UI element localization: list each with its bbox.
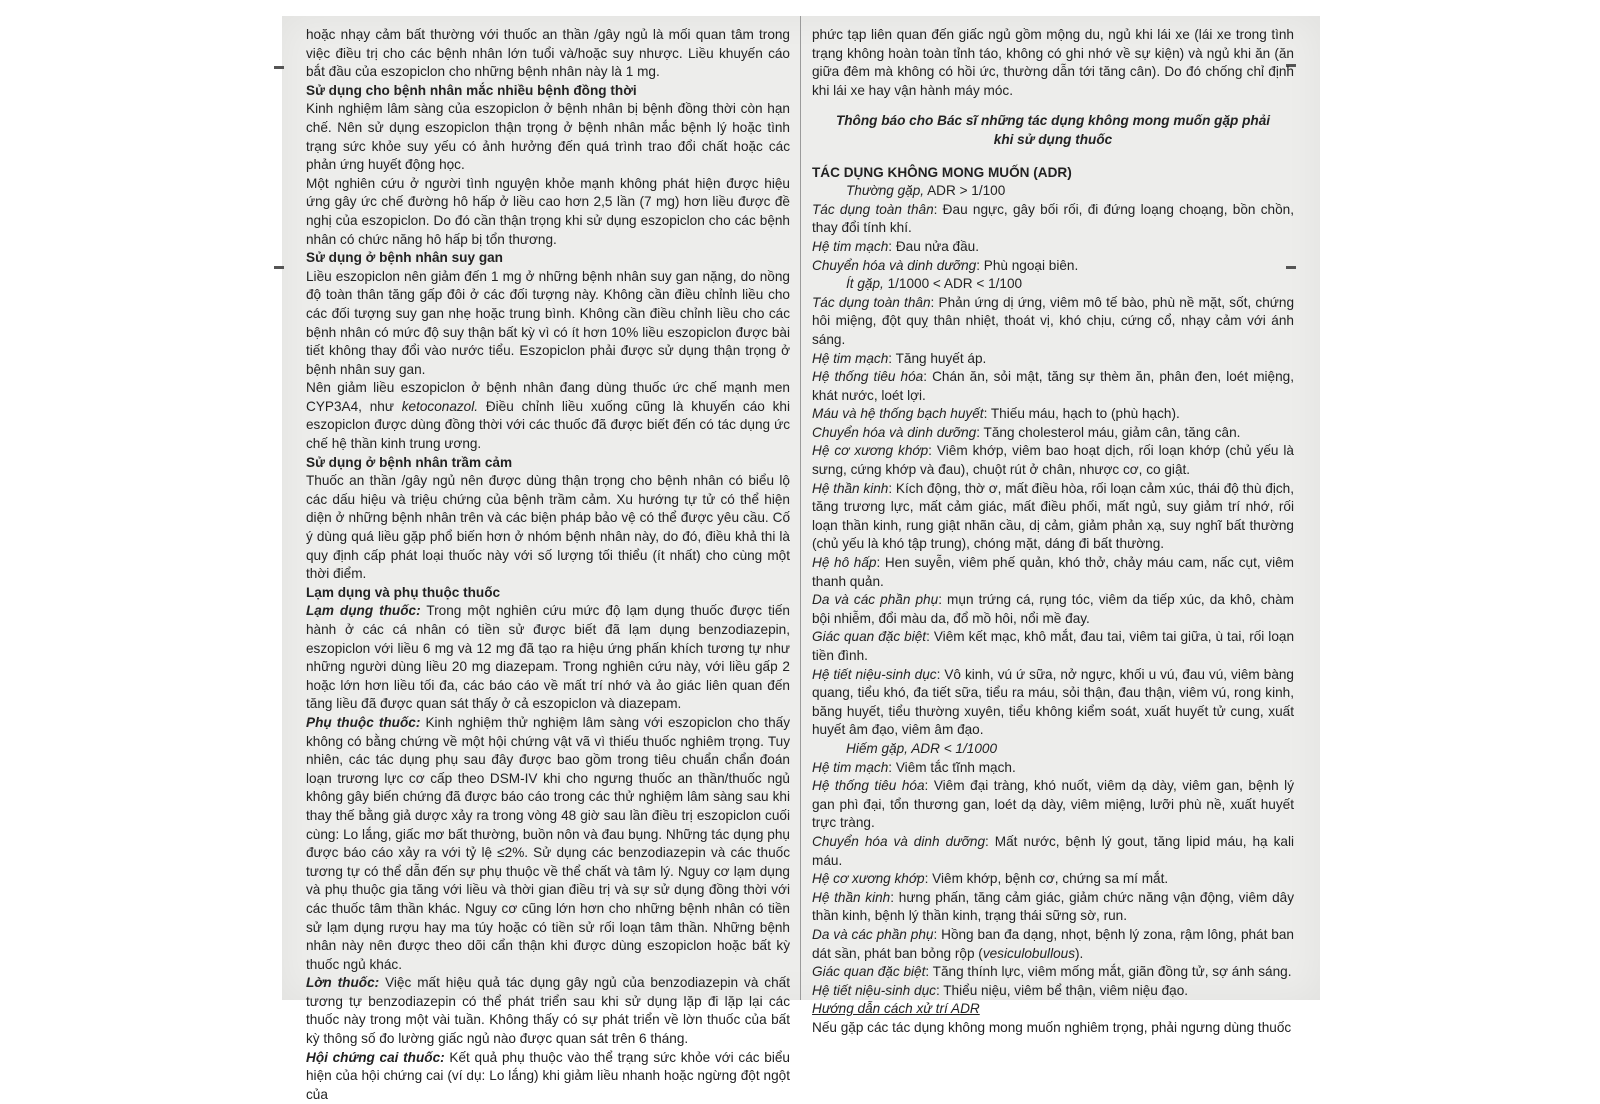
frequency-label [812, 275, 1294, 294]
text: : Hồng ban đa dạng, nhọt, bệnh lý zona, rậm lông, phát ban dát sần, phát ban bỏng rộp ( [812, 926, 1294, 961]
text: : hưng phấn, tăng cảm giác, giảm chức năng vận động, viêm dây thần kinh, bệnh lý thần kinh, trạng thái sững sờ, run. [812, 889, 1295, 924]
term: vesiculobullous [982, 945, 1076, 961]
text: Việc mất hiệu quả tác dụng gây ngủ của benzodiazepin và chất tương tự benzodiazepin có thể phát triển sau khi sử dụng lặp đi lặp lại các thuốc này trong một vài tuần. Không thấy có sự phát triển về lờn thuốc của bất kỳ thông số đo lường giấc ngủ nào được quan sát trên 6 tháng. [306, 975, 790, 1047]
system-name: Hệ cơ xương khớp [812, 871, 925, 887]
text: : Tăng cholesterol máu, giảm cân, tăng cân. [976, 424, 1241, 440]
text: Kết quả phụ thuộc vào thể trạng sức khỏe với các biểu hiện của hội chứng cai (ví dụ: Lo lắng) khi giảm liều nhanh hoặc ngừng đột ngột của [306, 1049, 790, 1102]
system-name: Hệ thần kinh [812, 480, 889, 496]
system-name: Hệ cơ xương khớp [812, 443, 929, 459]
adr-item [812, 442, 1294, 479]
text: : Tăng huyết áp. [888, 350, 987, 366]
system-name: Hệ tiết niệu-sinh dục [812, 982, 936, 998]
paragraph: phức tạp liên quan đến giấc ngủ gồm mộng du, ngủ khi lái xe (lái xe trong tình trạng không hoàn toàn tỉnh táo, không có ghi nhớ về sự kiện) và ngủ khi ăn (ăn giữa đêm mà không có hồi ức, thường dẫn tới tăng cân). Do đó chống chỉ định khi lái xe hay vận hành máy móc. [812, 27, 1294, 98]
section-heading: Lạm dụng và phụ thuộc thuốc [306, 584, 501, 600]
notice-line: Thông báo cho Bác sĩ những tác dụng không mong muốn gặp phải [835, 113, 1271, 129]
drug-name: ketoconazol. [401, 398, 479, 414]
paragraph [306, 602, 790, 714]
text: Trong một nghiên cứu mức độ lạm dụng thuốc được tiến hành ở các cá nhân có tiền sử được biết đã lạm dụng benzodiazepin, eszopiclon với liều 6 mg và 12 mg đã tạo ra hiệu ứng phấn khích tương tự như những người dùng liều 20 mg diazepam. Trong nghiên cứu này, với liều gấp 2 hoặc lớn hơn liều tối đa, các báo cáo về mất trí nhớ và ảo giác liên quan đến tăng liều đã được quan sát thấy ở cả eszopiclon và diazepam. [306, 603, 790, 712]
text: : Thiếu máu, hạch to (phù hạch). [983, 406, 1180, 422]
adr-heading: TÁC DỤNG KHÔNG MONG MUỐN (ADR) [812, 164, 1072, 180]
frequency-label: Hiếm gặp, ADR < 1/1000 [846, 740, 997, 756]
adr-item [812, 591, 1294, 628]
system-name: Hệ tiết niệu-sinh dục [812, 666, 937, 682]
column-divider [800, 16, 801, 1000]
text: : Viêm tắc tĩnh mạch. [888, 759, 1016, 775]
notice [812, 112, 1294, 149]
system-name: Da và các phần phụ [812, 592, 939, 608]
section-heading: Sử dụng ở bệnh nhân suy gan [306, 250, 503, 266]
paragraph-lead: Lạm dụng thuốc: [306, 603, 421, 619]
frequency-range: ADR > 1/100 [924, 183, 1006, 199]
adr-item [812, 201, 1294, 238]
system-name: Hệ tim mạch [812, 350, 889, 366]
paragraph: Kinh nghiệm lâm sàng của eszopiclon ở bệnh nhân bị bệnh đồng thời còn hạn chế. Nên sử dụng eszopiclon thận trọng ở bệnh nhân mắc bệnh lý hoặc tình trạng sức khỏe suy yếu có ảnh hưởng đến quá trình trao đổi chất hoặc các phản ứng huyết động học. [306, 101, 790, 173]
document-page [282, 16, 1320, 1102]
adr-item [812, 889, 1294, 926]
adr-item [812, 480, 1294, 554]
text: Nên giảm liều eszopiclon ở bệnh nhân đang dùng thuốc ức chế mạnh men CYP3A4, như [306, 380, 790, 414]
adr-item [812, 759, 1294, 778]
paragraph-lead: Phụ thuộc thuốc: [306, 714, 421, 730]
text: : Chán ăn, sỏi mật, tăng sự thèm ăn, phân đen, loét miệng, khát nước, loét lợi. [812, 369, 1294, 403]
paragraph-lead: Hội chứng cai thuốc: [306, 1049, 445, 1065]
adr-item [812, 294, 1294, 350]
text: : Hen suyễn, viêm phế quản, khó thở, chảy máu cam, nấc cụt, viêm thanh quản. [812, 555, 1294, 589]
frequency-name: Thường gặp, [846, 183, 925, 199]
adr-item [812, 628, 1294, 665]
frequency-name: Ít gặp, [846, 276, 884, 292]
system-name: Hệ tim mạch [812, 238, 889, 254]
paragraph [306, 1049, 790, 1104]
system-name: Máu và hệ thống bạch huyết [812, 406, 984, 422]
adr-item [812, 257, 1294, 276]
text: : Đau nửa đầu. [888, 238, 980, 254]
text: : Phản ứng dị ứng, viêm mô tế bào, phù nề mặt, sốt, chứng hôi miệng, đột quỵ thân nhiệt, thoát vị, khó chịu, cứng cổ, nhạy cảm với ánh sáng. [812, 294, 1294, 347]
text: : Thiểu niệu, viêm bể thận, viêm niệu đạo. [935, 982, 1189, 998]
adr-item [812, 238, 1294, 257]
text: : Vô kinh, vú ứ sữa, nở ngực, khối u vú, đau vú, viêm bàng quang, tiểu khó, đa tiết sữa, tiểu ra máu, sỏi thận, đau thận, viêm vú, rong kinh, băng huyết, tiểu thường xuyên, tiểu không kiểm soát, xuất huyết tử cung, xuất huyết âm đạo, viêm âm đạo. [812, 666, 1294, 738]
paragraph: Liều eszopiclon nên giảm đến 1 mg ở những bệnh nhân suy gan nặng, do nồng độ toàn thân tăng gấp đôi ở các đối tượng này. Không cần điều chỉnh liều cho các đối tượng suy gan nhẹ hoặc trung bình. Không cần điều chỉnh liều cho các bệnh nhân có mức độ suy thận bất kỳ vì có ít hơn 10% liều eszopiclon được bài tiết không thay đổi vào nước tiểu. Eszopiclon phải được sử dụng thận trọng ở bệnh nhân suy gan. [306, 268, 790, 377]
text: : Tăng thính lực, viêm mống mắt, giãn đồng tử, sợ ánh sáng. [925, 964, 1292, 980]
text: Điều chỉnh liều xuống cũng là khuyến cáo khi eszopiclon được dùng đồng thời với các thuốc đã được biết đến có tác dụng ức chế hệ thần kinh trung ương. [306, 398, 790, 452]
adr-item [812, 833, 1294, 870]
paragraph [306, 714, 790, 974]
text: Kinh nghiệm thử nghiệm lâm sàng với eszopiclon cho thấy không có bằng chứng về một hội chứng vật vã vì thiếu thuốc nghiêm trọng. Tuy nhiên, các tác dụng phụ sau đây được bao gồm trong tiêu chuẩn chẩn đoán loạn trương lực cơ cấp theo DSM-IV khi cho ngưng thuốc an thần/thuốc ngủ không gây biến chứng đã được báo cáo trong các thử nghiệm lâm sàng sau khi thay thế bằng giả dược xảy ra trong vòng 48 giờ sau lần điều trị eszopiclon cuối cùng: Lo lắng, giấc mơ bất thường, buồn nôn và đau bụng. Những tác dụng phụ được báo cáo xảy ra với tỷ lệ ≤2%. Sử dụng các benzodiazepin và các thuốc tương tự có thể dẫn đến sự phụ thuộc về thể chất và tâm lý. Nguy cơ lạm dụng và phụ thuộc gia tăng với liều và thời gian điều trị và sự sử dụng đồng thời với các thuốc tâm thần khác. Nguy cơ cũng lớn hơn cho những bệnh nhân có tiền sử lạm dụng rượu hay ma túy hoặc có tiền sử rối loạn tâm thần. Những bệnh nhân này nên được theo dõi cẩn thận khi được dùng eszopiclon hoặc bất kỳ thuốc ngủ khác. [306, 714, 790, 972]
section-heading: Sử dụng cho bệnh nhân mắc nhiều bệnh đồng thời [306, 82, 637, 98]
system-name: Hệ thống tiêu hóa [812, 369, 924, 385]
frequency-label [812, 182, 1294, 201]
system-name: Hệ hô hấp [812, 555, 877, 571]
system-name: Tác dụng toàn thân [812, 201, 934, 217]
adr-item [812, 554, 1294, 591]
margin-mark [274, 266, 284, 269]
text: : Kích động, thờ ơ, mất điều hòa, rối loạn cảm xúc, thái độ thù địch, tăng trương lực, mất cảm giác, mất điều phối, mất ngủ, suy giảm trí nhớ, rối loạn thần kinh, rung giật nhãn cầu, dị cảm, giảm phản xạ, suy nghĩ bất thường (chủ yếu là khó tập trung), chóng mặt, dáng đi bất thường. [812, 480, 1295, 552]
system-name: Chuyển hóa và dinh dưỡng [812, 257, 977, 273]
system-name: Giác quan đặc biệt [812, 629, 927, 645]
text: : Viêm đại tràng, khó nuốt, viêm dạ dày, viêm gan, bệnh lý gan phì đại, tổn thương gan, loét dạ dày, viêm miệng, lưỡi phù nề, xuất huyết trực tràng. [812, 778, 1294, 831]
text: : Phù ngoại biên. [976, 257, 1079, 273]
guide-heading: Hướng dẫn cách xử trí ADR [812, 1001, 980, 1017]
system-name: Hệ thống tiêu hóa [812, 778, 925, 794]
adr-item [812, 963, 1294, 982]
text: : Đau ngực, gây bối rối, đi đứng loạng choạng, bồn chồn, thay đổi tính khí. [812, 201, 1294, 236]
adr-item [812, 982, 1294, 1001]
system-name: Da và các phần phụ [812, 926, 934, 942]
text: : Viêm kết mạc, khô mắt, đau tai, viêm tai giữa, ù tai, rối loạn tiền đình. [812, 629, 1295, 663]
system-name: Hệ tim mạch [812, 759, 889, 775]
system-name: Hệ thần kinh [812, 889, 891, 905]
adr-item [812, 777, 1294, 833]
text: : Viêm khớp, bệnh cơ, chứng sa mí mắt. [924, 871, 1169, 887]
adr-item [812, 870, 1294, 889]
system-name: Giác quan đặc biệt [812, 964, 926, 980]
left-column [306, 26, 790, 1104]
adr-item [812, 405, 1294, 424]
adr-item [812, 926, 1294, 963]
paragraph [306, 379, 790, 453]
adr-item [812, 350, 1294, 369]
system-name: Tác dụng toàn thân [812, 294, 931, 310]
margin-mark [274, 66, 284, 69]
text: : Viêm khớp, viêm bao hoạt dịch, rối loạn khớp (chủ yếu là sưng, cứng khớp và đau), chuột rút ở chân, nhược cơ, co giật. [812, 443, 1294, 478]
paragraph: Nếu gặp các tác dụng không mong muốn nghiêm trọng, phải ngưng dùng thuốc [812, 1019, 1292, 1035]
right-column [812, 26, 1294, 1037]
adr-item [812, 368, 1294, 405]
notice-line: khi sử dụng thuốc [993, 131, 1113, 147]
adr-item [812, 424, 1294, 443]
system-name: Chuyển hóa và dinh dưỡng [812, 833, 985, 849]
paragraph: Thuốc an thần /gây ngủ nên được dùng thận trọng cho bệnh nhân có biểu lộ các dấu hiệu và triệu chứng của bệnh trầm cảm. Xu hướng tự tử có thể hiện diện ở những bệnh nhân trên và các biện pháp bảo vệ có thể được yêu cầu. Cố ý dùng quá liều gặp phổ biến hơn ở nhóm bệnh nhân này, do đó, điều khả thi là quy định cấp phát loại thuốc này với số lượng tối thiểu (ít nhất) cho cùng một thời điểm. [306, 473, 790, 582]
text: : Mất nước, bệnh lý gout, tăng lipid máu, hạ kali máu. [812, 833, 1294, 868]
paragraph: Một nghiên cứu ở người tình nguyện khỏe mạnh không phát hiện được hiệu ứng gây ức chế đường hô hấp ở liều cao hơn 2,5 lần (7 mg) hơn liều được đề nghị của eszopiclon. Do đó cần thận trọng khi sử dụng eszopiclon cho các bệnh nhân có chức năng hô hấp bị tổn thương. [306, 175, 790, 247]
text: : mụn trứng cá, rụng tóc, viêm da tiếp xúc, da khô, chàm bội nhiễm, đổi màu da, đổ mồ hôi, nổi mề đay. [812, 592, 1295, 626]
section-heading: Sử dụng ở bệnh nhân trầm cảm [306, 454, 513, 470]
paragraph-lead: Lờn thuốc: [306, 975, 380, 991]
adr-item [812, 666, 1294, 740]
system-name: Chuyển hóa và dinh dưỡng [812, 424, 977, 440]
frequency-range: 1/1000 < ADR < 1/100 [883, 276, 1023, 292]
paragraph [306, 974, 790, 1048]
paragraph: hoặc nhạy cảm bất thường với thuốc an thần /gây ngủ là mối quan tâm trong việc điều trị cho các bệnh nhân lớn tuổi và/hoặc suy nhược. Liều khuyến cáo bắt đầu của eszopiclon cho những bệnh nhân này là 1 mg. [306, 27, 790, 80]
text: ). [1075, 945, 1084, 961]
